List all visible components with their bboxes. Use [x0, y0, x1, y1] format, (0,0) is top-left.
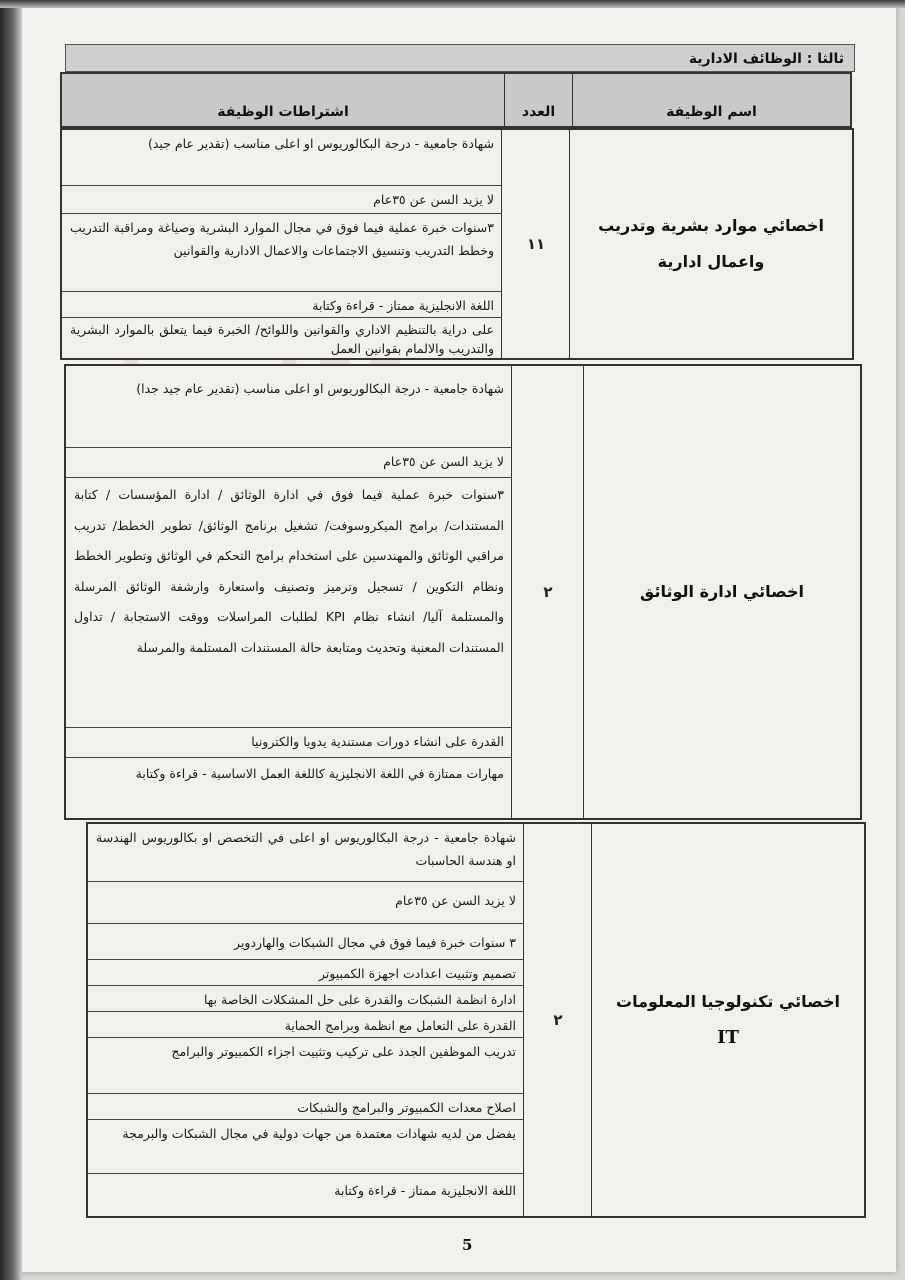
requirement-item: لا يزيد السن عن ٣٥عام [62, 186, 502, 214]
requirement-item: ادارة انظمة الشبكات والقدرة على حل المشكلات الخاصة بها [88, 986, 524, 1012]
job-name-line2: واعمال ادارية [657, 252, 765, 271]
header-count: العدد [504, 74, 572, 126]
requirement-item: تدريب الموظفين الجدد على تركيب وتثبيت اجزاء الكمبيوتر والبرامج [88, 1038, 524, 1094]
job-count: ٢ [511, 366, 584, 818]
job-count: ١١ [501, 130, 570, 358]
job-count: ٢ [523, 824, 592, 1216]
requirement-item: القدرة على التعامل مع انظمة وبرامج الحماية [88, 1012, 524, 1038]
header-requirements: اشتراطات الوظيفة [217, 104, 349, 120]
job-block-documents [64, 364, 862, 820]
job-name: اخصائي تكنولوجيا المعلومات [616, 992, 840, 1011]
requirement-item: اللغة الانجليزية ممتاز - قراءة وكتابة [334, 1183, 516, 1198]
table-header [60, 72, 852, 128]
requirement-item: شهادة جامعية - درجة البكالوريوس او اعلى مناسب (تقدير عام جيد جدا) [66, 366, 512, 448]
header-job-name: اسم الوظيفة [572, 74, 850, 126]
job-name-cell [591, 824, 864, 1216]
job-name-cell [569, 130, 852, 358]
job-block-hr [60, 128, 854, 360]
requirement-item: ٣سنوات خبرة عملية فيما فوق في ادارة الوثائق / ادارة المؤسسات / كتابة المستندات/ برامج الميكروسوفت/ تشغيل برنامج الوثائق/ تطوير الخطط/ تدريب مراقبي الوثائق والمهندسين على استخدام برامج التحكم في الوثائق وتطوير الخطط ونظام التكوين / تسجيل وترميز وتصنيف واستعارة وارشفة الوثائق المرسلة والمستلمة آليا/ انشاء نظام KPI لطلبات المراسلات ووقت الاستجابة / تداول المستندات المعنية وتحديث ومتابعة حالة المستندات المستلمة والمرسلة [66, 478, 512, 728]
requirement-item: مهارات ممتازة في اللغة الانجليزية كاللغة العمل الاساسية - قراءة وكتابة [135, 766, 504, 781]
page-left-edge-shadow [0, 0, 22, 1280]
job-name-cell [583, 366, 860, 818]
requirement-item: على دراية بالتنظيم الاداري والقوانين واللوائح/ الخبرة فيما يتعلق بالموارد البشرية والتدريب والالمام بقوانين العمل [70, 322, 494, 356]
requirement-item: تصميم وتثبيت اعدادت اجهزة الكمبيوتر [88, 960, 524, 986]
job-name: اخصائي ادارة الوثائق [640, 582, 804, 601]
requirement-item: شهادة جامعية - درجة البكالوريوس او اعلى في التخصص او بكالوريوس الهندسة او هندسة الحاسبات [88, 824, 524, 882]
job-block-it [86, 822, 866, 1218]
requirement-item: لا يزيد السن عن ٣٥عام [88, 882, 524, 924]
requirement-item: ٣سنوات خبرة عملية فيما فوق في مجال الموارد البشرية وصياغة ومراقبة التدريب وخطط التدريب وتنسيق الاجتماعات والاعمال الادارية والقوانين [62, 214, 502, 292]
requirement-item: اصلاح معدات الكمبيوتر والبرامج والشبكات [88, 1094, 524, 1120]
requirement-item: شهادة جامعية - درجة البكالوريوس او اعلى مناسب (تقدير عام جيد) [62, 130, 502, 186]
page-number: 5 [462, 1236, 473, 1254]
requirements-list [88, 824, 524, 1216]
job-name-line2: IT [717, 1027, 739, 1048]
requirement-item: ٣ سنوات خبرة فيما فوق في مجال الشبكات والهاردوير [88, 924, 524, 960]
requirements-list [62, 130, 502, 358]
requirement-item: لا يزيد السن عن ٣٥عام [66, 448, 512, 478]
requirement-item: اللغة الانجليزية ممتاز - قراءة وكتابة [62, 292, 502, 318]
requirements-list [66, 366, 512, 818]
requirement-item: القدرة على انشاء دورات مستندية يدويا والكترونيا [66, 728, 512, 758]
page-top-edge-shadow [0, 0, 905, 8]
job-name: اخصائي موارد بشرية وتدريب [598, 216, 824, 235]
section-title: ثالثا : الوظائف الادارية [65, 44, 855, 72]
requirement-item: يفضل من لديه شهادات معتمدة من جهات دولية في مجال الشبكات والبرمجة [88, 1120, 524, 1174]
